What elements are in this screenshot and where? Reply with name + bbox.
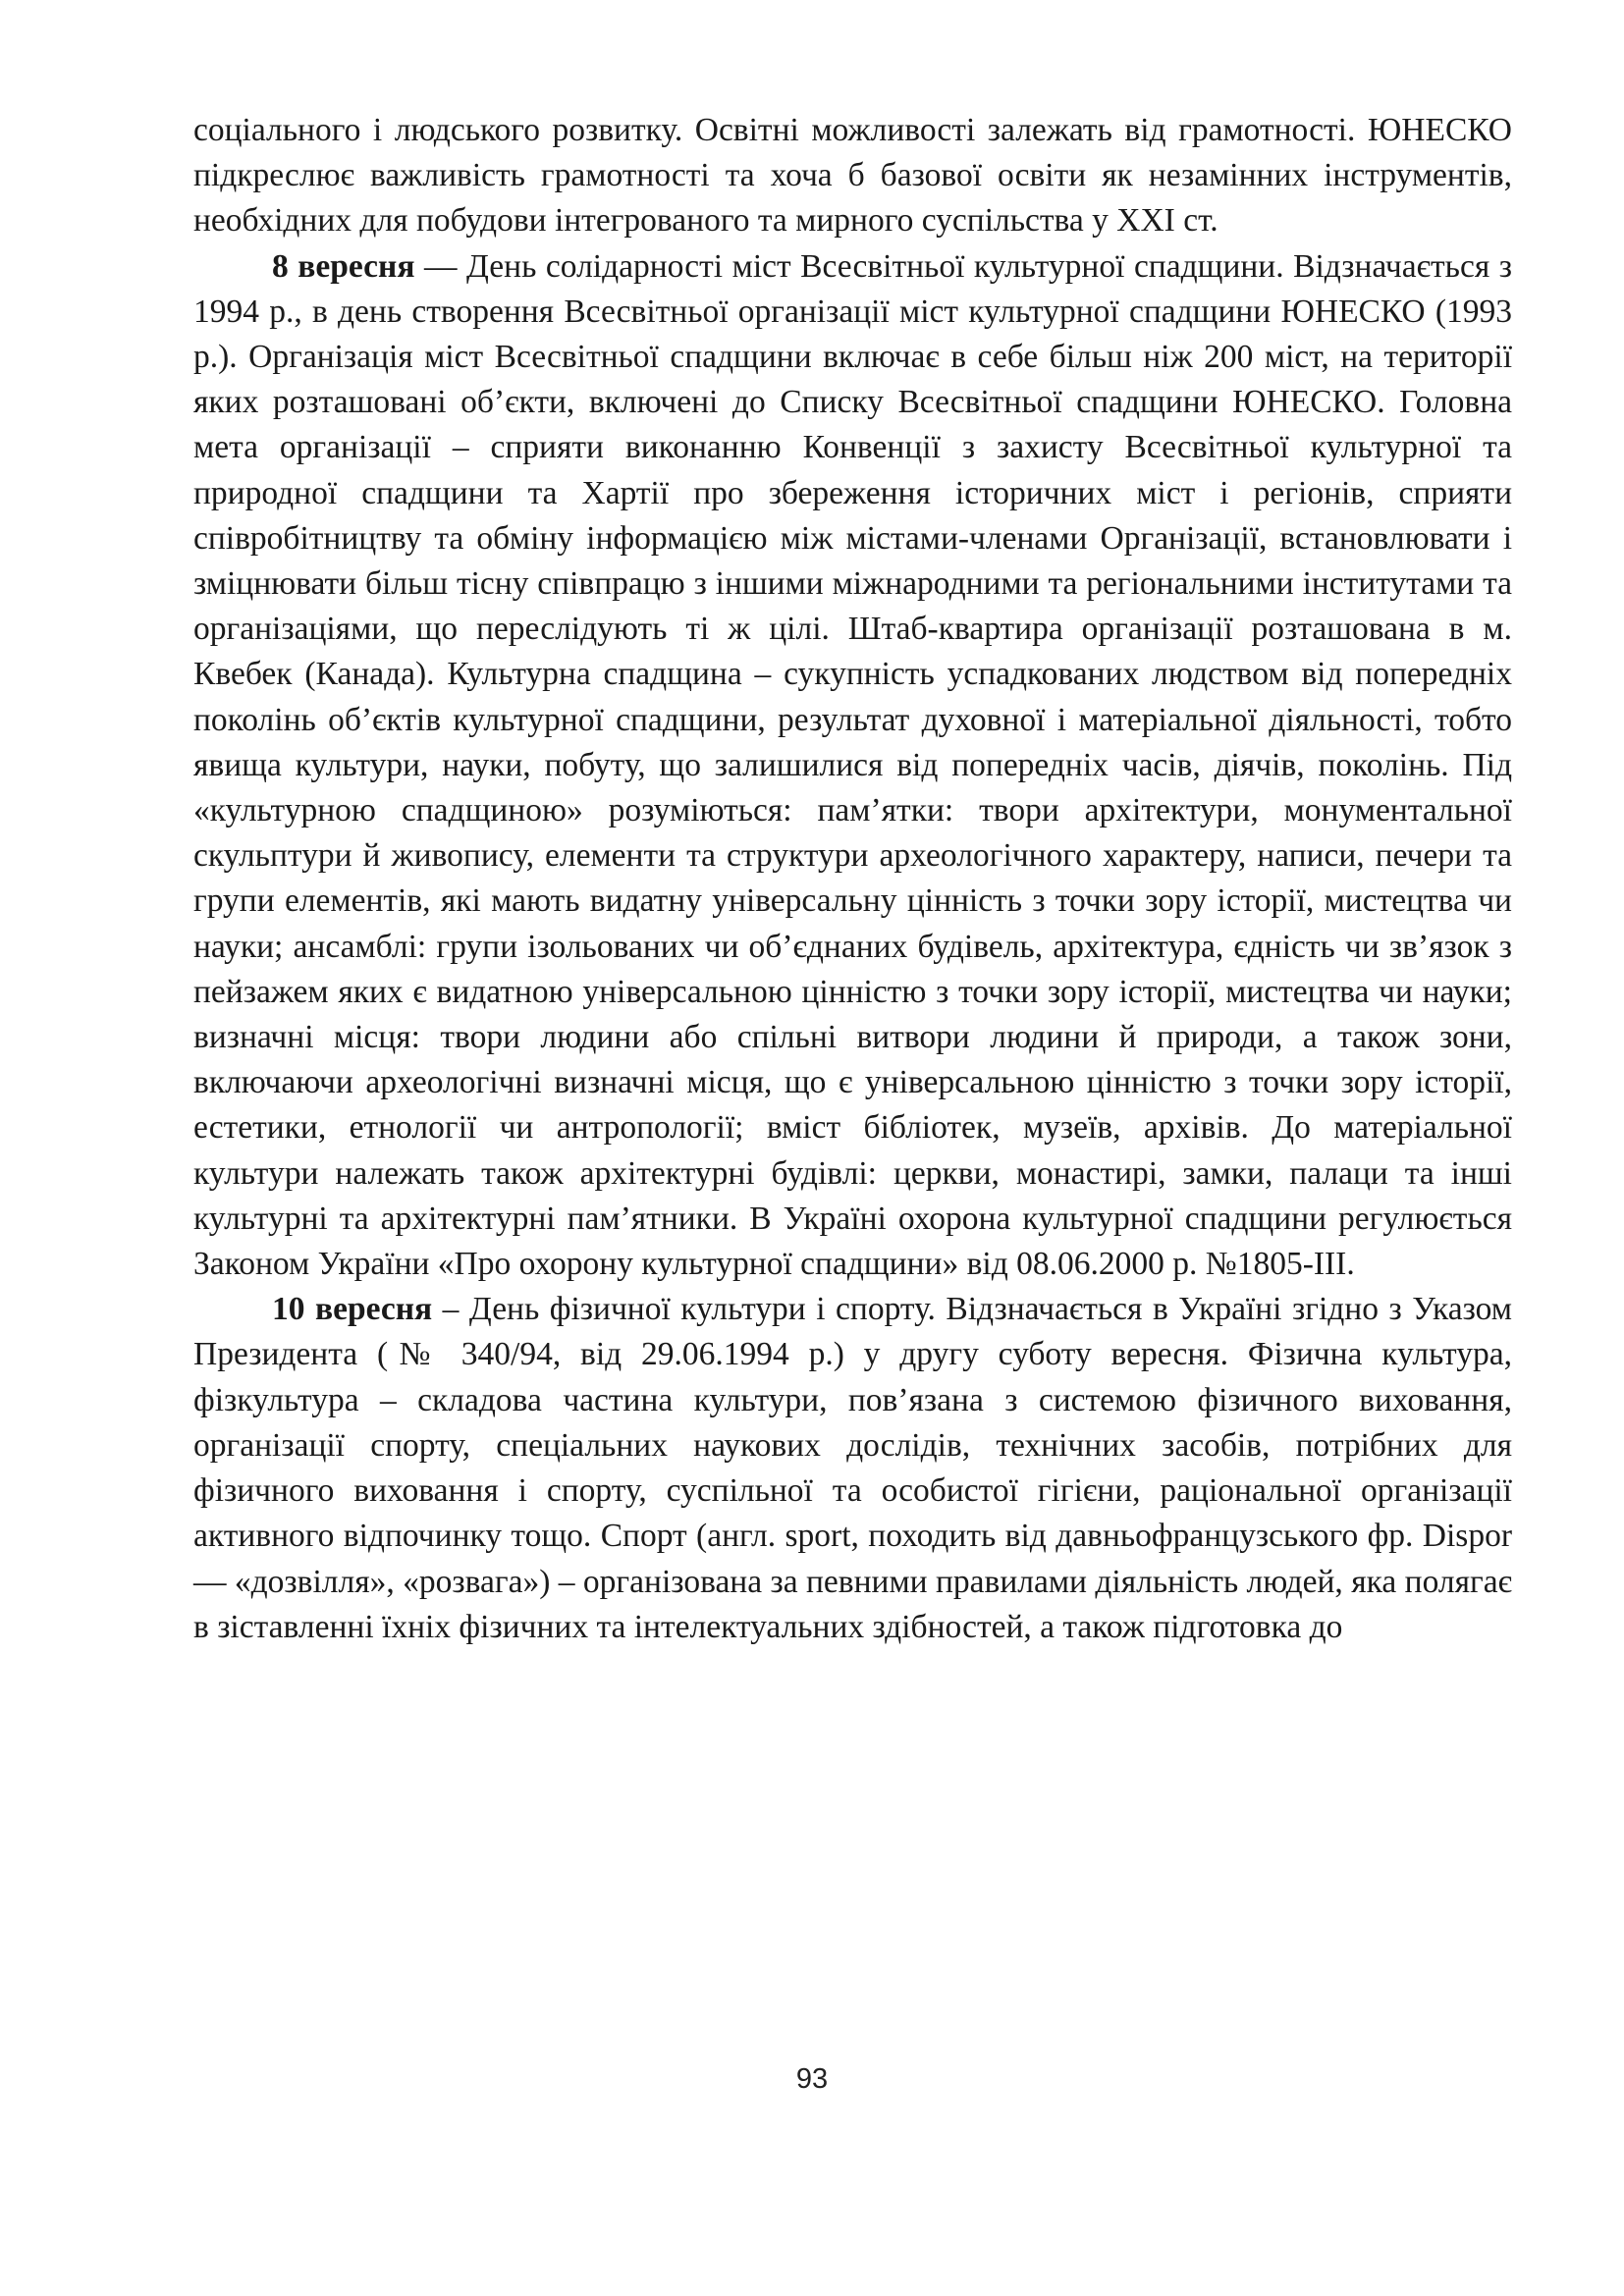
paragraph-heritage-cities-day	[193, 244, 1512, 1288]
page-number: 93	[795, 2063, 829, 2095]
paragraph-text: соціального і людського розвитку. Освітні можливості залежать від грамотності. ЮНЕСКО підкреслює важливість грамотності та хоча б базової освіти як незамінних інструментів, необхідних для побудови інтегрованого та мирного суспільства у XXI ст.	[193, 112, 1512, 240]
date-heading: 8 вересня	[272, 247, 415, 285]
paragraph-literacy-continuation	[193, 108, 1512, 244]
paragraph-text: — День солідарності міст Всесвітньої культурної спадщини. Відзначається з 1994 р., в день створення Всесвітньої організації міст культурної спадщини ЮНЕСКО (1993 р.). Організація міст Всесвітньої спадщини включає в себе більш ніж 200 міст, на території яких розташовані об’єкти, включені до Списку Всесвітньої спадщини ЮНЕСКО. Головна мета організації – сприяти виконанню Конвенції з захисту Всесвітньої культурної та природної спадщини та Хартії про збереження історичних міст і регіонів, сприяти співробітництву та обміну інформацією між містами-членами Організації, встановлювати і зміцнювати більш тісну співпрацю з іншими міжнародними та регіональними інститутами та організаціями, що переслідують ті ж цілі. Штаб-квартира організації розташована в м. Квебек (Канада). Культурна спадщина – сукупність успадкованих людством від попередніх поколінь об’єктів культурної спадщини, результат духовної і матеріальної діяльності, тобто явища культури, науки, побуту, що залишилися від попередніх часів, діячів, поколінь. Під «культурною спадщиною» розуміються: пам’ятки: твори архітектури, монументальної скульптури й живопису, елементи та структури археологічного характеру, написи, печери та групи елементів, які мають видатну універсальну цінність з точки зору історії, мистецтва чи науки; ансамблі: групи ізольованих чи об’єднаних будівель, архітектура, єдність чи зв’язок з пейзажем яких є видатною універсальною цінністю з точки зору історії, мистецтва чи науки; визначні місця: твори людини або спільні витвори людини й природи, а також зони, включаючи археологічні визначні місця, що є універсальною цінністю з точки зору історії, естетики, етнології чи антропології; вміст бібліотек, музеїв, архівів. До матеріальної культури належать також архітектурні будівлі: церкви, монастирі, замки, палаци та інші культурні та архітектурні пам’ятники. В Україні охорона культурної спадщини регулюється Законом України «Про охорону культурної спадщини» від 08.06.2000 р. №1805-III.	[193, 247, 1512, 1283]
paragraph-text: – День фізичної культури і спорту. Відзначається в Україні згідно з Указом Президента (№ 340/94, від 29.06.1994 р.) у другу суботу вересня. Фізична культура, фізкультура – складова частина культури, пов’язана з системою фізичного виховання, організації спорту, спеціальних наукових дослідів, технічних засобів, потрібних для фізичного виховання і спорту, суспільної та особистої гігієни, раціональної організації активного відпочинку тощо. Спорт (англ. sport, походить від давньофранцузського фр. Dispor — «дозвілля», «розвага») – організована за певними правилами діяльність людей, яка полягає в зіставленні їхніх фізичних та інтелектуальних здібностей, а також підготовка до	[193, 1291, 1512, 1645]
body-text	[193, 108, 1512, 1650]
date-heading: 10 вересня	[272, 1291, 433, 1328]
paragraph-sports-day	[193, 1287, 1512, 1650]
